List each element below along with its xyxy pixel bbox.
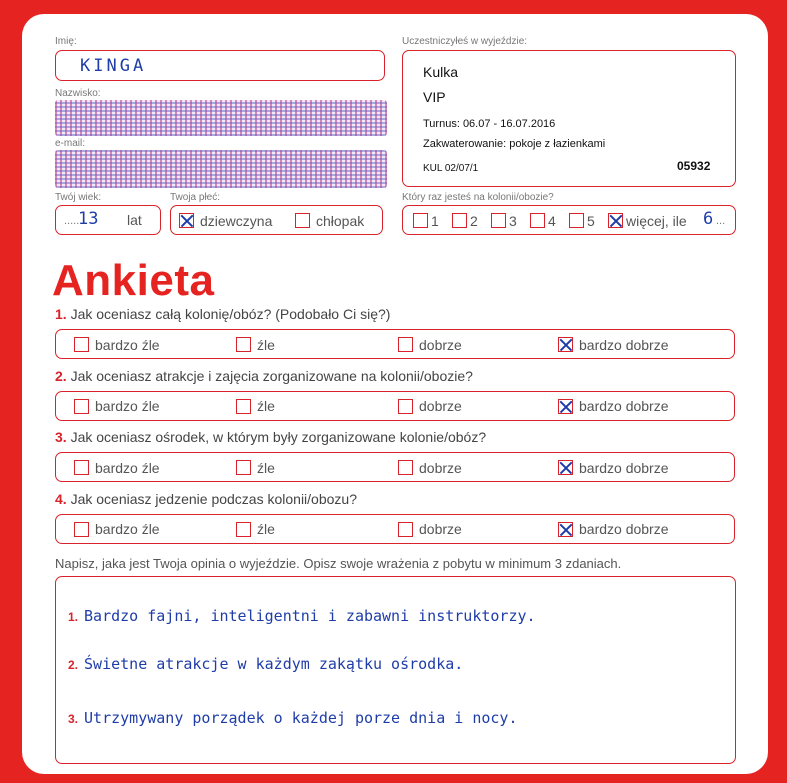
checkbox-times-2[interactable] xyxy=(452,213,467,228)
answer-label: bardzo źle xyxy=(95,521,160,538)
opinion-line-text: Utrzymywany porządek o każdej porze dnia i nocy. xyxy=(84,709,518,727)
trip-turnus: Turnus: 06.07 - 16.07.2016 xyxy=(423,118,556,130)
answer-option[interactable] xyxy=(558,521,669,539)
answer-checkbox[interactable] xyxy=(398,337,413,352)
answer-checkbox[interactable] xyxy=(558,337,573,352)
answer-label: źle xyxy=(257,336,275,353)
trip-name: Kulka xyxy=(423,64,459,80)
answer-row-4 xyxy=(55,514,735,544)
answer-row-2 xyxy=(55,391,735,421)
times-option-2[interactable] xyxy=(452,212,478,230)
answer-checkbox[interactable] xyxy=(74,460,89,475)
answer-option[interactable] xyxy=(558,459,669,477)
answer-checkbox[interactable] xyxy=(558,460,573,475)
answer-checkbox[interactable] xyxy=(236,337,251,352)
times-option-more[interactable] xyxy=(608,212,687,230)
times-more-value: 6 xyxy=(703,209,714,229)
answer-option[interactable] xyxy=(236,398,275,416)
times-option-1[interactable] xyxy=(413,212,439,230)
answer-option[interactable] xyxy=(398,398,462,416)
times-1-label: 1 xyxy=(431,212,439,229)
times-2-label: 2 xyxy=(470,212,478,229)
answer-checkbox[interactable] xyxy=(398,460,413,475)
question-4 xyxy=(55,491,357,507)
survey-sheet xyxy=(22,14,768,774)
opinion-box[interactable] xyxy=(55,576,736,764)
answer-option[interactable] xyxy=(236,521,275,539)
answer-checkbox[interactable] xyxy=(398,399,413,414)
gender-girl-label: dziewczyna xyxy=(200,212,273,229)
question-text: Jak oceniasz atrakcje i zajęcia zorganizowane na kolonii/obozie? xyxy=(70,367,473,384)
question-2 xyxy=(55,368,473,384)
answer-checkbox[interactable] xyxy=(74,522,89,537)
name-field[interactable] xyxy=(55,50,385,81)
answer-label: bardzo źle xyxy=(95,459,160,476)
answer-option[interactable] xyxy=(74,336,160,354)
checkbox-girl[interactable] xyxy=(179,213,194,228)
answer-checkbox[interactable] xyxy=(74,337,89,352)
checkbox-times-more[interactable] xyxy=(608,213,623,228)
question-1 xyxy=(55,306,390,322)
answer-label: źle xyxy=(257,398,275,415)
age-label: Twój wiek: xyxy=(55,192,102,203)
answer-checkbox[interactable] xyxy=(236,399,251,414)
times-5-label: 5 xyxy=(587,212,595,229)
answer-option[interactable] xyxy=(74,521,160,539)
gender-label: Twoja płeć: xyxy=(170,192,221,203)
checkbox-times-1[interactable] xyxy=(413,213,428,228)
email-label: e-mail: xyxy=(55,138,86,149)
answer-label: bardzo dobrze xyxy=(579,459,669,476)
age-field[interactable] xyxy=(55,205,161,235)
opinion-line-3 xyxy=(68,709,518,727)
question-number: 3. xyxy=(55,429,67,445)
checkbox-boy[interactable] xyxy=(295,213,310,228)
answer-label: bardzo dobrze xyxy=(579,398,669,415)
times-field xyxy=(402,205,736,235)
answer-label: bardzo dobrze xyxy=(579,521,669,538)
opinion-line-2 xyxy=(68,655,463,673)
times-4-label: 4 xyxy=(548,212,556,229)
name-label: Imię: xyxy=(55,36,77,47)
checkbox-times-5[interactable] xyxy=(569,213,584,228)
times-label: Który raz jesteś na kolonii/obozie? xyxy=(402,192,554,203)
answer-label: bardzo źle xyxy=(95,336,160,353)
opinion-line-number: 2. xyxy=(68,658,79,672)
question-3 xyxy=(55,429,486,445)
answer-option[interactable] xyxy=(398,459,462,477)
surname-redacted xyxy=(55,100,387,136)
checkbox-times-4[interactable] xyxy=(530,213,545,228)
answer-label: źle xyxy=(257,521,275,538)
gender-boy-label: chłopak xyxy=(316,212,365,229)
age-dots: ...... xyxy=(64,215,83,227)
checkbox-times-3[interactable] xyxy=(491,213,506,228)
question-number: 1. xyxy=(55,306,67,322)
trip-package: VIP xyxy=(423,89,446,105)
answer-label: źle xyxy=(257,459,275,476)
answer-checkbox[interactable] xyxy=(236,522,251,537)
times-option-4[interactable] xyxy=(530,212,556,230)
answer-row-1 xyxy=(55,329,735,359)
answer-checkbox[interactable] xyxy=(398,522,413,537)
trip-accommodation: Zakwaterowanie: pokoje z łazienkami xyxy=(423,138,606,150)
answer-label: bardzo źle xyxy=(95,398,160,415)
question-text: Jak oceniasz ośrodek, w którym były zorganizowane kolonie/obóz? xyxy=(70,429,487,445)
trip-number: 05932 xyxy=(677,159,711,173)
times-more-label: więcej, ile xyxy=(626,212,687,229)
answer-option[interactable] xyxy=(398,521,462,539)
opinion-line-number: 3. xyxy=(68,712,79,726)
surname-label: Nazwisko: xyxy=(55,88,101,99)
gender-field xyxy=(170,205,383,235)
question-number: 4. xyxy=(55,490,67,507)
answer-option[interactable] xyxy=(558,336,669,354)
times-option-5[interactable] xyxy=(569,212,595,230)
question-text: Jak oceniasz całą kolonię/obóz? (Podobało Ci się?) xyxy=(70,306,391,322)
trip-info-box xyxy=(402,50,736,187)
answer-label: dobrze xyxy=(419,336,462,353)
times-3-label: 3 xyxy=(509,212,517,229)
answer-label: dobrze xyxy=(419,521,462,538)
times-option-3[interactable] xyxy=(491,212,517,230)
trip-label: Uczestniczyłeś w wyjeździe: xyxy=(402,36,528,47)
question-number: 2. xyxy=(55,367,67,384)
answer-checkbox[interactable] xyxy=(74,399,89,414)
opinion-line-1 xyxy=(68,607,536,625)
survey-title: Ankieta xyxy=(52,256,215,305)
age-unit: lat xyxy=(127,212,142,228)
answer-option[interactable] xyxy=(236,459,275,477)
answer-option[interactable] xyxy=(74,398,160,416)
answer-option[interactable] xyxy=(74,459,160,477)
answer-checkbox[interactable] xyxy=(236,460,251,475)
opinion-line-number: 1. xyxy=(68,610,79,624)
trip-code: KUL 02/07/1 xyxy=(423,163,479,174)
answer-option[interactable] xyxy=(236,336,275,354)
answer-label: dobrze xyxy=(419,398,462,415)
gender-option-boy[interactable] xyxy=(295,212,364,230)
age-value: 13 xyxy=(78,209,99,229)
answer-checkbox[interactable] xyxy=(558,399,573,414)
opinion-line-text: Świetne atrakcje w każdym zakątku ośrodka. xyxy=(84,655,464,673)
answer-checkbox[interactable] xyxy=(558,522,573,537)
answer-option[interactable] xyxy=(558,398,669,416)
answer-row-3 xyxy=(55,452,735,482)
email-redacted xyxy=(55,150,387,188)
question-text: Jak oceniasz jedzenie podczas kolonii/obozu? xyxy=(70,490,357,507)
gender-option-girl[interactable] xyxy=(179,212,272,230)
answer-label: dobrze xyxy=(419,459,462,476)
opinion-line-text: Bardzo fajni, inteligentni i zabawni instruktorzy. xyxy=(84,607,536,625)
opinion-prompt: Napisz, jaka jest Twoja opinia o wyjeździe. Opisz swoje wrażenia z pobytu w minimum 3 zdaniach. xyxy=(55,556,622,571)
answer-option[interactable] xyxy=(398,336,462,354)
name-value: KINGA xyxy=(80,56,147,76)
answer-label: bardzo dobrze xyxy=(579,336,669,353)
times-more-dots: ... xyxy=(716,215,726,227)
